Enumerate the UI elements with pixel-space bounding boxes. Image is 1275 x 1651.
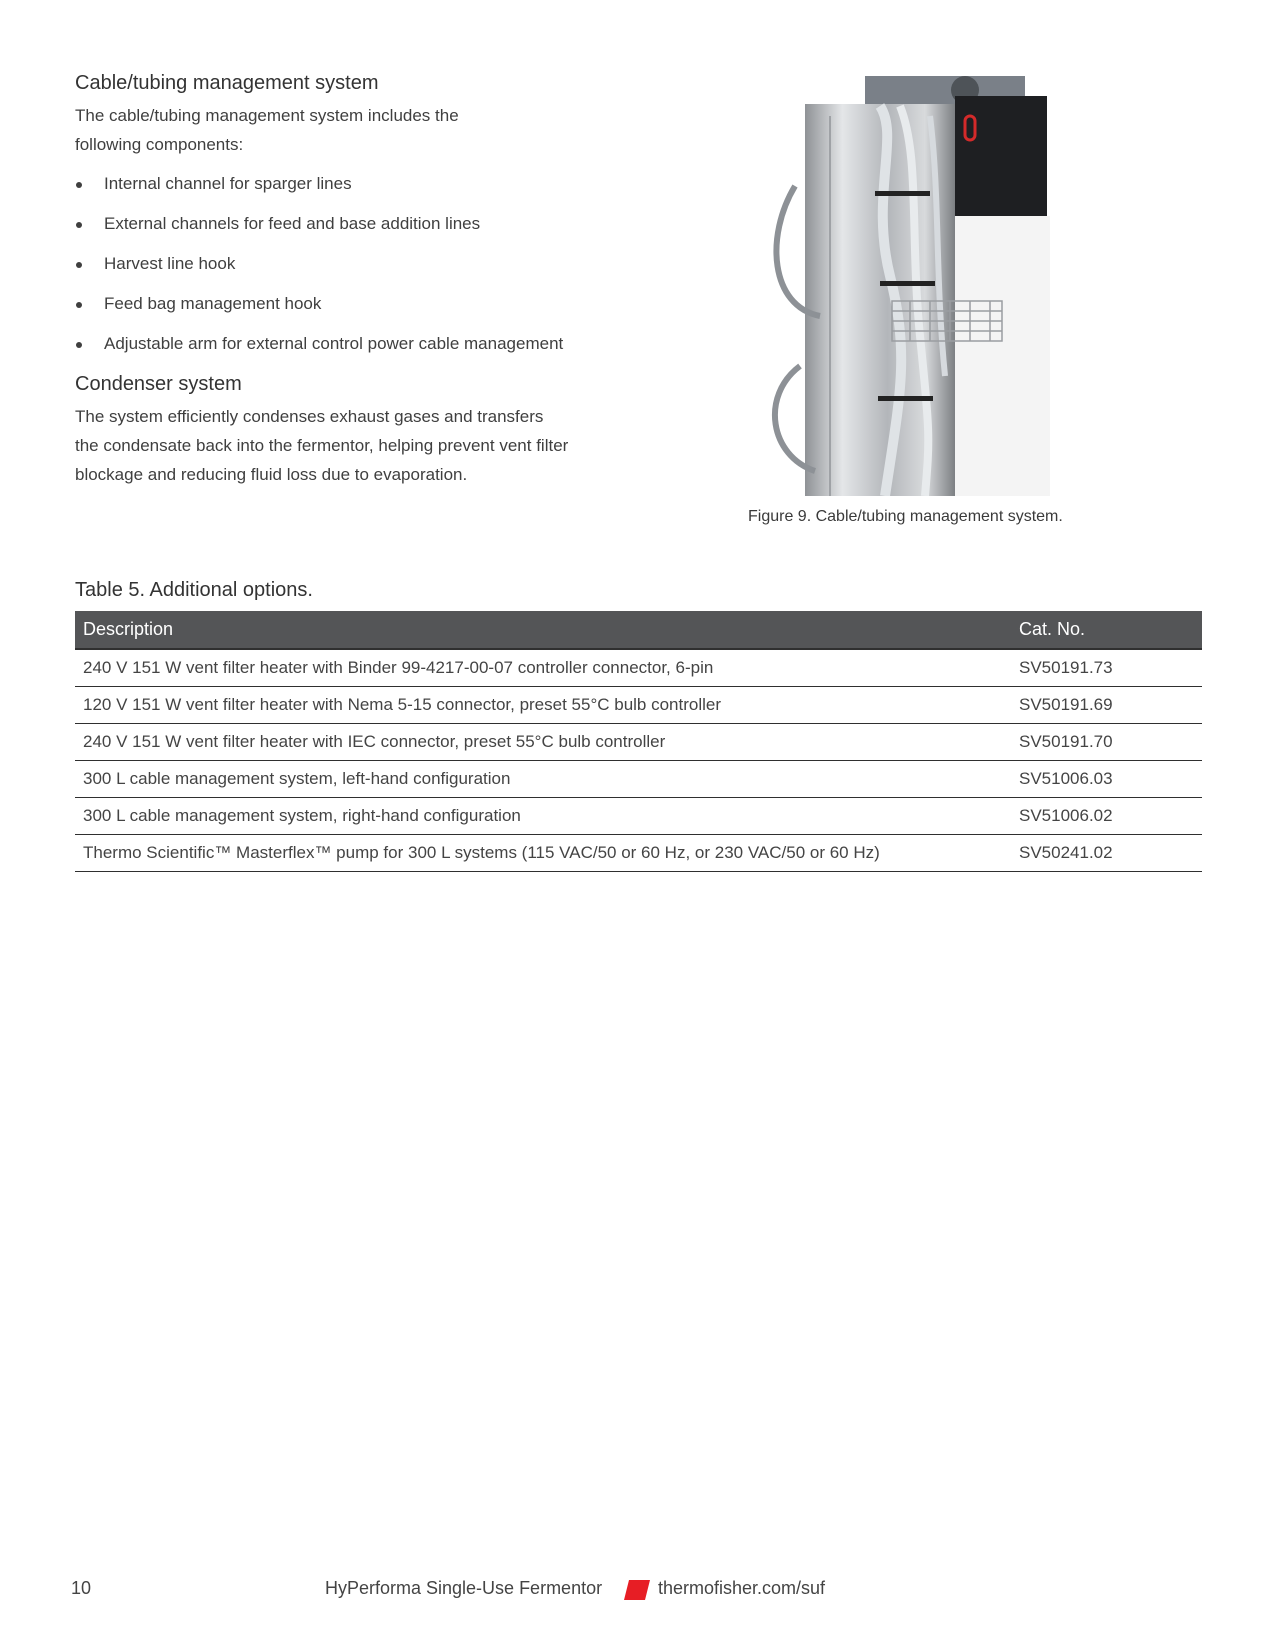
intro-line-1: The cable/tubing management system includes the (75, 106, 459, 125)
table-row (75, 649, 1202, 687)
condenser-line-3: blockage and reducing fluid loss due to evaporation. (75, 465, 468, 484)
cell-cat-no: SV50191.73 (1011, 649, 1202, 687)
brand-logo-icon (624, 1580, 650, 1605)
cell-cat-no: SV50191.70 (1011, 724, 1202, 761)
cell-description: 300 L cable management system, left-hand configuration (75, 761, 1011, 798)
list-item-text: External channels for feed and base addition lines (104, 214, 481, 233)
text-column (75, 72, 635, 489)
table-row (75, 835, 1202, 872)
section-heading-cable-management: Cable/tubing management system (75, 72, 379, 94)
intro-line-2: following components: (75, 135, 244, 154)
column-header-description: Description (75, 611, 1011, 649)
bullet-icon (76, 262, 82, 268)
list-item (75, 173, 635, 195)
list-item (75, 293, 635, 315)
brand-logo-shape (624, 1580, 650, 1600)
list-item-text: Adjustable arm for external control power cable management (104, 334, 564, 353)
cell-cat-no: SV50191.69 (1011, 687, 1202, 724)
list-item (75, 333, 635, 355)
column-header-cat-no: Cat. No. (1011, 611, 1202, 649)
footer-product-name: HyPerforma Single-Use Fermentor (325, 1578, 603, 1598)
cell-cat-no: SV51006.03 (1011, 761, 1202, 798)
list-item (75, 213, 635, 235)
bullet-icon (76, 182, 82, 188)
cell-description: 240 V 151 W vent filter heater with IEC connector, preset 55°C bulb controller (75, 724, 1011, 761)
list-item (75, 253, 635, 275)
condenser-line-1: The system efficiently condenses exhaust gases and transfers (75, 407, 544, 426)
cell-description: 240 V 151 W vent filter heater with Binder 99-4217-00-07 controller connector, 6-pin (75, 649, 1011, 687)
table-row (75, 798, 1202, 835)
list-item-text: Internal channel for sparger lines (104, 174, 352, 193)
fermentor-photo (760, 76, 1090, 496)
fermentor-illustration (760, 76, 1090, 496)
condenser-line-2: the condensate back into the fermentor, helping prevent vent filter (75, 436, 569, 455)
section-heading-condenser: Condenser system (75, 373, 242, 395)
table-header-row (75, 611, 1202, 649)
table-row (75, 761, 1202, 798)
bullet-icon (76, 222, 82, 228)
cell-description: 300 L cable management system, right-hand configuration (75, 798, 1011, 835)
figure-caption: Figure 9. Cable/tubing management system. (748, 508, 1063, 525)
cell-cat-no: SV50241.02 (1011, 835, 1202, 872)
table-row (75, 687, 1202, 724)
list-item-text: Feed bag management hook (104, 294, 322, 313)
bullet-icon (76, 302, 82, 308)
table-row (75, 724, 1202, 761)
additional-options-table (75, 611, 1202, 872)
table-title: Table 5. Additional options. (75, 579, 313, 601)
list-item-text: Harvest line hook (104, 254, 236, 273)
component-list (75, 173, 635, 355)
footer-url-link[interactable]: thermofisher.com/suf (658, 1578, 826, 1598)
bullet-icon (76, 342, 82, 348)
cell-description: Thermo Scientific™ Masterflex™ pump for 300 L systems (115 VAC/50 or 60 Hz, or 230 VAC/50 or 60 Hz) (75, 835, 1011, 872)
cell-description: 120 V 151 W vent filter heater with Nema 5-15 connector, preset 55°C bulb controller (75, 687, 1011, 724)
cell-cat-no: SV51006.02 (1011, 798, 1202, 835)
page-number: 10 (71, 1578, 92, 1598)
